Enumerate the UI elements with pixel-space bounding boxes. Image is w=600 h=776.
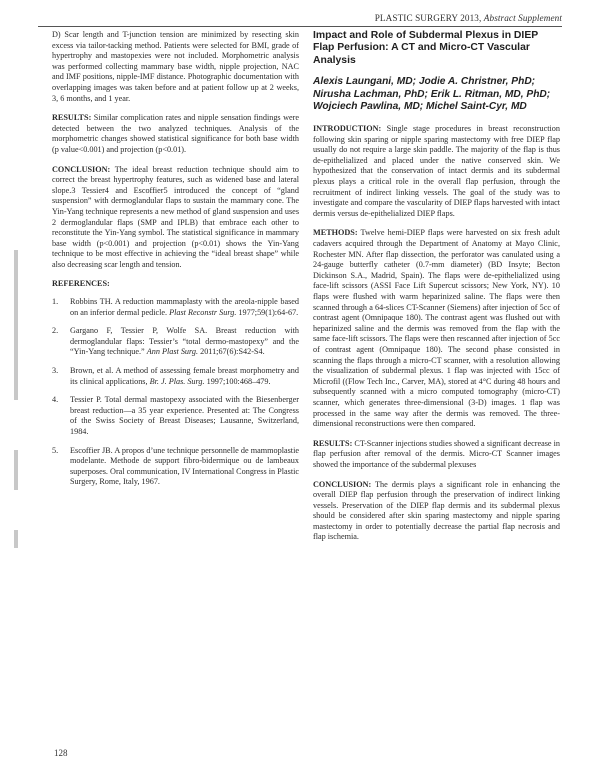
results-lead: RESULTS: bbox=[313, 438, 353, 448]
results-paragraph bbox=[313, 439, 560, 471]
introduction-text: Single stage procedures in breast reconstruction following skin sparing or nipple sparing mastectomy with free DIEP flap usually do not require a large skin paddle. The majority of the flap is thus de-epithelialized and placed under the native conserved skin. We hypothesized that the conservation of intact dermis and its subdermal plexus plays a critical role in the overall flap perfusion, through the recruitment of indirect linking vessels. The goal of the study was to investigate and compare the vascularity of DIEP flaps harvested with intact dermis versus de-epithelialized DIEP flaps. bbox=[313, 124, 560, 218]
results-text: Similar complication rates and nipple sensation findings were detected between the two analyzed techniques. Analysis of the morphometric changes showed statistical significance for both base width (p value<0.001) and projection (p<0.01). bbox=[52, 113, 299, 154]
running-header bbox=[375, 13, 562, 23]
page-number: 128 bbox=[54, 748, 68, 758]
side-watermark bbox=[14, 250, 20, 550]
conclusion-lead: CONCLUSION: bbox=[52, 164, 111, 174]
reference-item: 4. Tessier P. Total dermal mastopexy associated with the Biesenberger breast reduction—a 35 year experience. Presented at: The Congress of the Swiss Society of Breast Diseases; Lausanne, Switzerland, 1984. bbox=[52, 395, 299, 436]
conclusion-lead: CONCLUSION: bbox=[313, 479, 372, 489]
reference-item: 3. Brown, et al. A method of assessing female breast morphometry and its clinical applications, Br. J. Plas. Surg. 1997;100:468–479. bbox=[52, 366, 299, 386]
conclusion-paragraph bbox=[313, 480, 560, 544]
method-continuation: D) Scar length and T-junction tension are minimized by resecting skin excess via tailor-tacking method. Patients were selected for BMI, grade of hypertrophy and mastopexies were not included. Morphometric analysis was performed collecting mammary base width, nipple projection, NAC and IMF positions, nipple-IMF distance. Photographic documentation with overlapping images was taken before and at patient follow up at 2 weeks, 3, 6 months, and 1 year. bbox=[52, 30, 299, 103]
methods-text: Twelve hemi-DIEP flaps were harvested on six fresh adult cadavers acquired through the Department of Anatomy at Mayo Clinic, Rochester MN. After flap dissection, the perforator was canulated using a 24-gauge butterfly catheter (0.7-mm diameter) (BD Insyte; Becton Dickinson S.A., Madrid, Spain). The flaps were de-epithelialized using face-lift scissors (ASSI Face Lift Supercut scissors; New York, NY). 10 flaps were flushed with warm heparinized saline. The flaps were then scanned through a 64-slices CT-Scanner (Siemens) after injection of 5cc of contrast agent (Omnipaque 180). The contrast agent was flushed out with heparinized saline and the dermis was removed from the flap with the same face-lift scissors. The flaps were then rescanned after injection of 5cc of contrast agent (Omnipaque 180). The second phase consisted in scanning the flaps through a micro-CT scanner, with a resolution allowing the visualization of subdermal plexus. 1 flap was injected with 15cc of Microfil ((Flow Tech Inc., Carver, MA), stored at 4°C during 48 hours and subsequently scanned with a micro computed tomography (micro-CT) scanner, which generates three-dimensional (3-D) images. 1 flap was processed in the same way after the dermis was removed. The three-dimensional reconstructions were then compared. bbox=[313, 228, 560, 429]
left-column bbox=[52, 30, 299, 496]
references-list bbox=[52, 297, 299, 488]
references-heading: REFERENCES: bbox=[52, 279, 110, 289]
reference-item: 1. Robbins TH. A reduction mammaplasty with the areola-nipple based on an inferior dermal pedicle. Plast Reconstr Surg. 1977;59(1):64-67. bbox=[52, 297, 299, 317]
reference-item: 2. Gargano F, Tessier P, Wolfe SA. Breast reduction with dermoglandular flaps: Tessier’s “total dermo-mastopexy” and the “Yin-Yang technique.” Ann Plast Surg. 2011;67(6):S42-S4. bbox=[52, 326, 299, 357]
reference-item: 5. Escoffier JB. A propos d’une technique personnelle de mammoplastie modelante. Methode de support fibro-bidermique ou de lambeaux superposes. Oral communication, IV International Congress in Plastic Surgery, Rome, Italy, 1967. bbox=[52, 445, 299, 487]
introduction-lead: INTRODUCTION: bbox=[313, 124, 382, 134]
right-column bbox=[313, 30, 560, 552]
conclusion-text: The ideal breast reduction technique should aim to correct the breast hypertrophy features, such as widened base and lateral slope.3 Tessier4 and Escoffier5 introduced the concept of “gland suspension” with dermoglandular flaps to sustain the mammary cone. The Yin-Yang technique represents a new method of gland suspension and uses 2 dermoglandular flaps (SMP and IPLB) that embrace each other to reconstitute the Yin-Yang symbol. The statistical significance in mammary base width (p<0.001) and projection (p<0.01) shows the Yin-Yang technique to be most effective in achieving the “ideal breast shape” while also decreasing scar length and tension. bbox=[52, 164, 299, 269]
introduction-paragraph bbox=[313, 124, 560, 219]
results-paragraph bbox=[52, 113, 299, 155]
author-list: Alexis Laungani, MD; Jodie A. Christner, PhD; Nirusha Lachman, PhD; Erik L. Ritman, MD, PhD; Wojciech Pawlina, MD; Michel Saint-Cyr, MD bbox=[313, 76, 551, 112]
conclusion-paragraph bbox=[52, 165, 299, 271]
methods-lead: METHODS: bbox=[313, 228, 358, 238]
header-rule bbox=[38, 26, 562, 27]
conclusion-text: The dermis plays a significant role in enhancing the overall DIEP flap perfusion through the preservation of indirect linking vessels. Preservation of the DIEP flap dermis and its subdermal plexus should be considered after skin sparing mastectomy and nipple sparing mastectomy in order to potentially decrease the partial flap necrosis and flap ischemia. bbox=[313, 479, 560, 542]
supplement-label: Abstract Supplement bbox=[483, 13, 562, 23]
results-text: CT-Scanner injections studies showed a significant decrease in flap perfusion after removal of the dermis. Micro-CT Scanner images showed the importance of the subdermal plexuses bbox=[313, 438, 560, 469]
results-lead: RESULTS: bbox=[52, 113, 92, 123]
journal-name: PLASTIC SURGERY 2013, bbox=[374, 13, 482, 23]
methods-paragraph bbox=[313, 228, 560, 429]
abstract-title: Impact and Role of Subdermal Plexus in DIEP Flap Perfusion: A CT and Micro-CT Vascular Analysis bbox=[313, 30, 538, 66]
